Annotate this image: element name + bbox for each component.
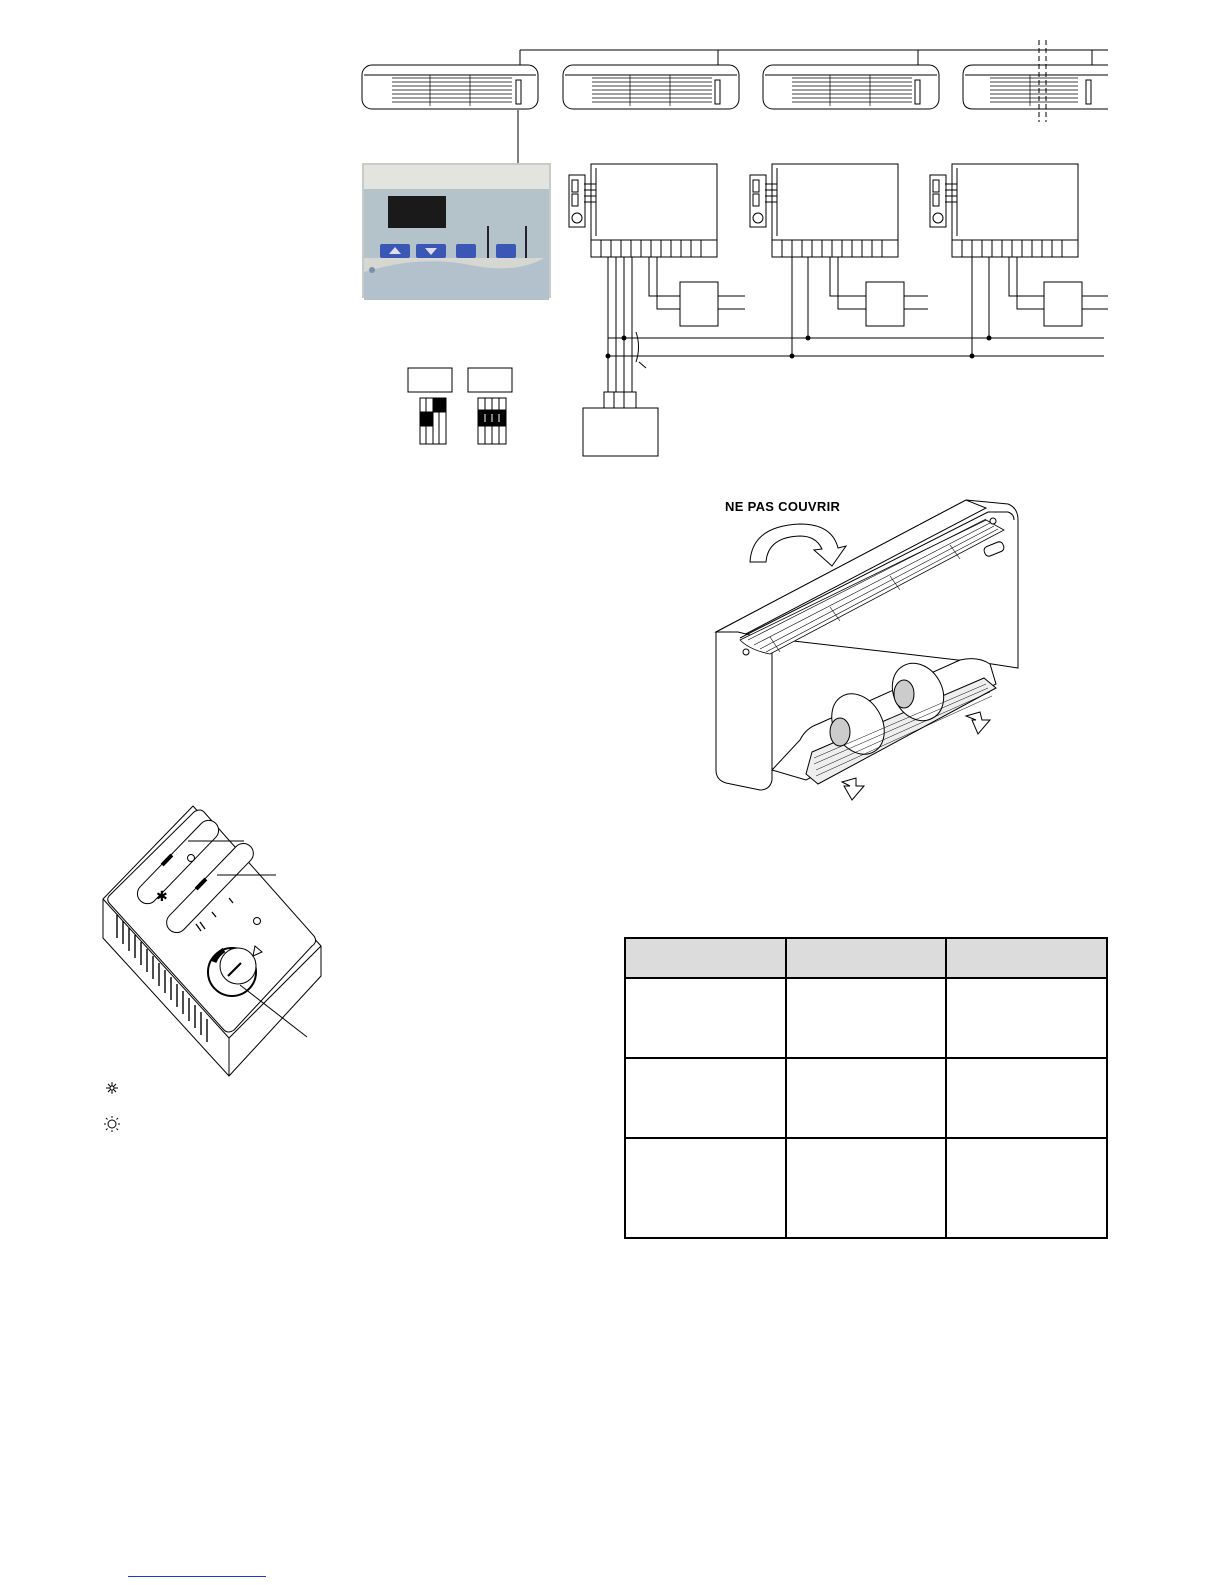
footnote-link-underline[interactable] <box>128 1576 266 1577</box>
table-cell <box>786 1138 947 1238</box>
table-cell <box>786 978 947 1058</box>
cooling-snowflake-icon <box>106 1082 118 1094</box>
spec-table <box>624 937 1108 1239</box>
table-row <box>625 1138 1107 1238</box>
table-cell <box>625 1138 786 1238</box>
table-row <box>625 1058 1107 1138</box>
table-header-row <box>625 938 1107 978</box>
table-cell <box>625 978 786 1058</box>
table-cell <box>946 978 1107 1058</box>
warning-label: NE PAS COUVRIR <box>725 499 841 514</box>
snowflake-mark: ✱ <box>156 889 168 905</box>
heating-sun-icon <box>104 1116 120 1132</box>
table-cell <box>946 1058 1107 1138</box>
table-header-cell <box>625 938 786 978</box>
table-cell <box>946 1138 1107 1238</box>
table-header-cell <box>946 938 1107 978</box>
table-header-cell <box>786 938 947 978</box>
table-row <box>625 978 1107 1058</box>
table-cell <box>786 1058 947 1138</box>
table-cell <box>625 1058 786 1138</box>
